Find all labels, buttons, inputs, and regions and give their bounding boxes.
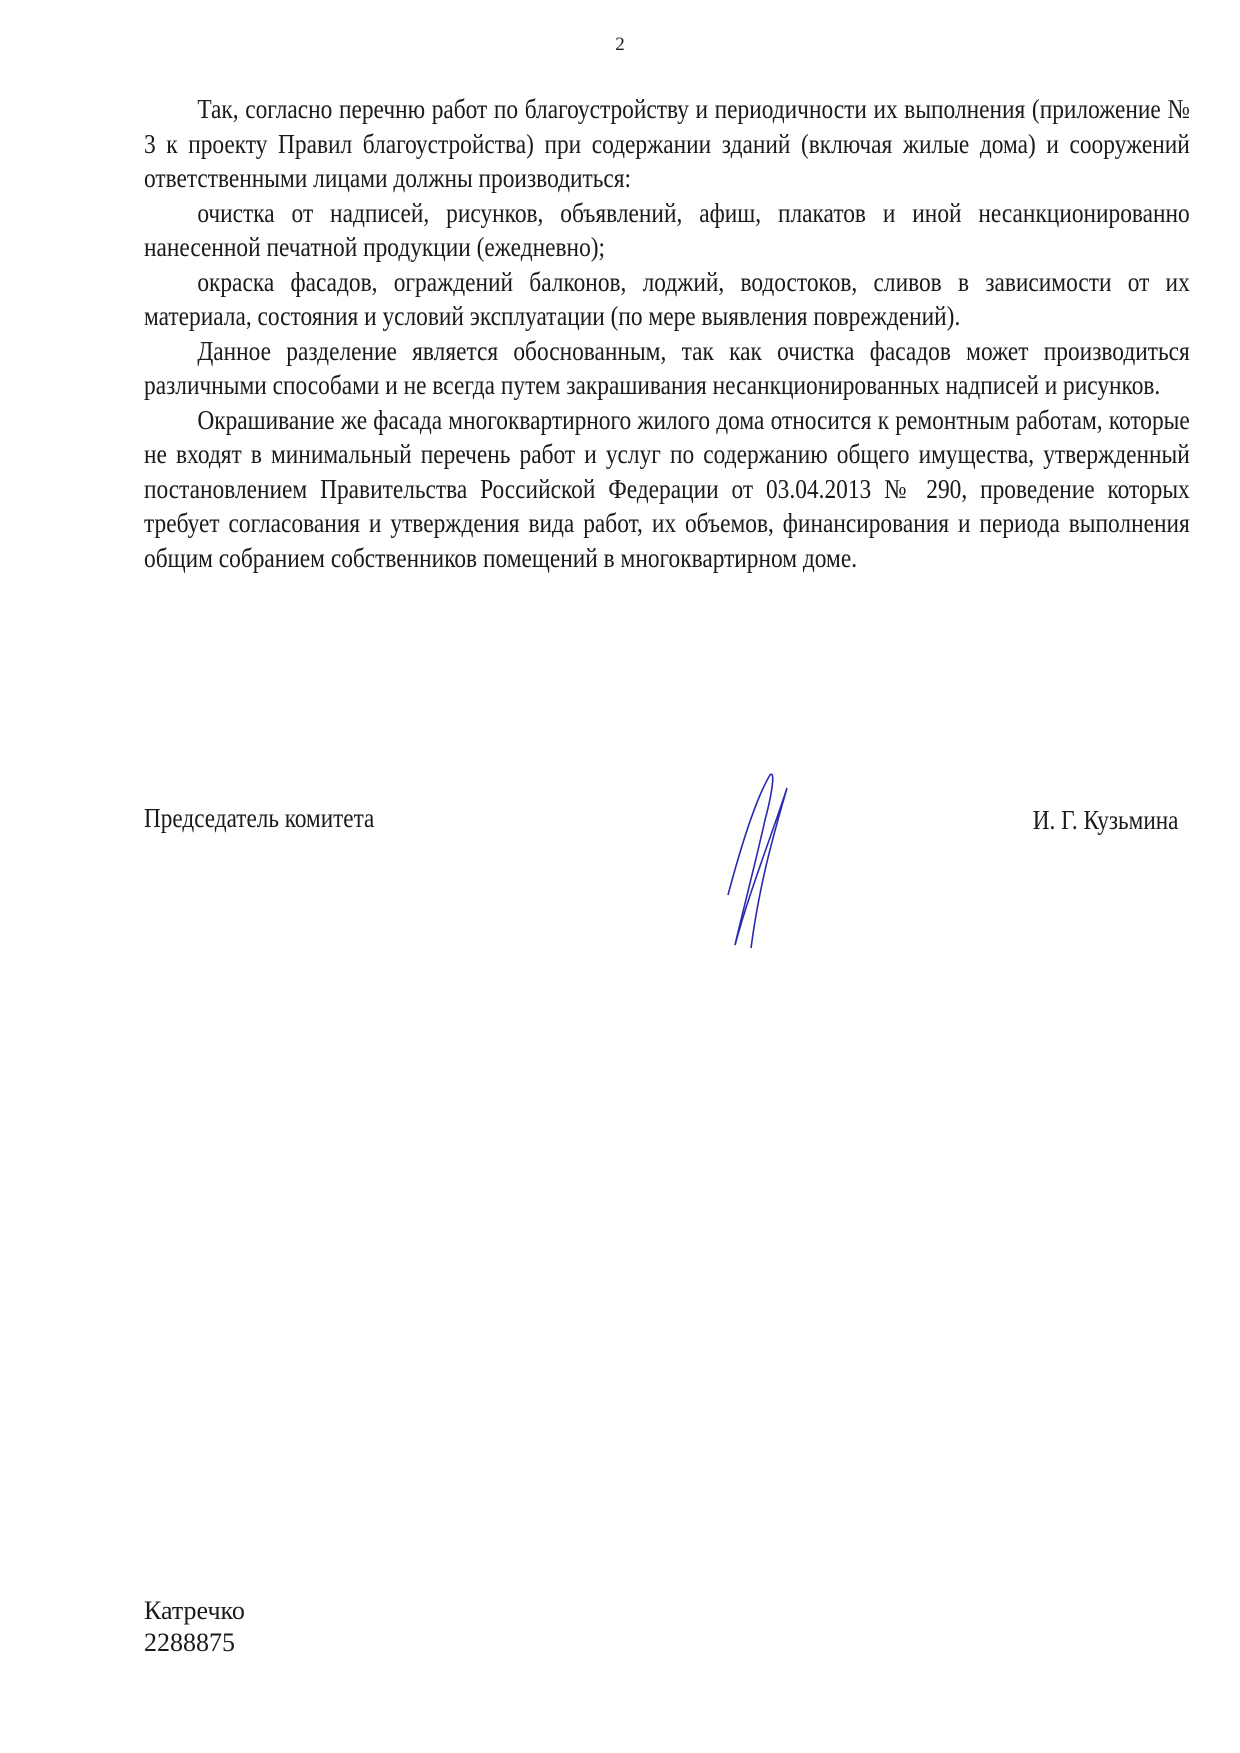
executor-phone: 2288875 [144, 1628, 235, 1657]
signatory-title: Председатель комитета [144, 803, 375, 833]
paragraph: Так, согласно перечню работ по благоустройству и периодичности их выполнения (приложение № 3 к проекту Правил благоустройства) при содержании зданий (включая жилые дома) и сооружений ответственными лицами должны производиться: [144, 94, 1190, 193]
paragraph: очистка от надписей, рисунков, объявлений, афиш, плакатов и иной несанкционированно нанесенной печатной продукции (ежедневно); [144, 197, 1190, 262]
paragraph: окраска фасадов, ограждений балконов, лоджий, водостоков, сливов в зависимости от их материала, состояния и условий эксплуатации (по мере выявления повреждений). [144, 266, 1190, 331]
executor-info [144, 1595, 245, 1659]
paragraph: Данное разделение является обоснованным, так как очистка фасадов может производиться различными способами и не всегда путем закрашивания несанкционированных надписей и рисунков. [144, 335, 1190, 400]
paragraph: Окрашивание же фасада многоквартирного жилого дома относится к ремонтным работам, которые не входят в минимальный перечень работ и услуг по содержанию общего имущества, утвержденный постановлением Правительства Российской Федерации от 03.04.2013 № 290, проведение которых требует согласования и утверждения вида работ, их объемов, финансирования и периода выполнения общим собранием собственников помещений в многоквартирном доме. [144, 404, 1190, 573]
handwritten-signature [715, 770, 825, 950]
letter-body [144, 92, 1190, 575]
signatory-name: И. Г. Кузьмина [1032, 805, 1178, 835]
executor-name: Катречко [144, 1596, 245, 1625]
page-number: 2 [615, 34, 625, 55]
